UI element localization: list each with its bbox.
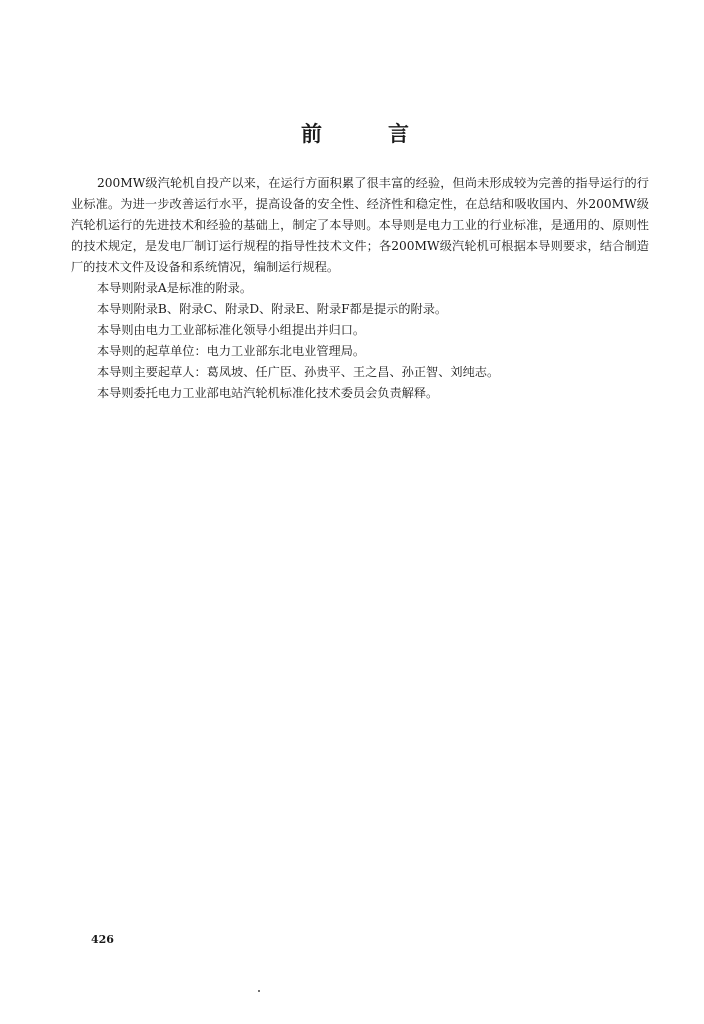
paragraph-interpretation: 本导则委托电力工业部电站汽轮机标准化技术委员会负责解释。 (97, 386, 439, 400)
scan-speck (258, 990, 260, 992)
body-text (71, 173, 649, 404)
paragraph-appendix-b-f: 本导则附录B、附录C、附录D、附录E、附录F都是提示的附录。 (97, 302, 448, 316)
paragraph-drafters: 本导则主要起草人：葛凤坡、任广臣、孙贵平、王之昌、孙正智、刘纯志。 (97, 365, 500, 379)
title-char-1: 前 (301, 121, 322, 146)
page-number: 426 (91, 933, 114, 946)
paragraph-drafting-unit: 本导则的起草单位：电力工业部东北电业管理局。 (97, 344, 366, 358)
paragraph-appendix-a: 本导则附录A是标准的附录。 (97, 281, 253, 295)
paragraph-proposer: 本导则由电力工业部标准化领导小组提出并归口。 (97, 323, 366, 337)
title-char-2: 言 (388, 121, 409, 146)
intro-paragraph: 200MW级汽轮机自投产以来，在运行方面积累了很丰富的经验，但尚未形成较为完善的指导运行的行业标准。为进一步改善运行水平，提高设备的安全性、经济性和稳定性，在总结和吸收国内、外200MW级汽轮机运行的先进技术和经验的基础上，制定了本导则。本导则是电力工业的行业标准，是通用的、原则性的技术规定，是发电厂制订运行规程的指导性技术文件；各200MW级汽轮机可根据本导则要求，结合制造厂的技术文件及设备和系统情况，编制运行规程。 (71, 176, 649, 274)
